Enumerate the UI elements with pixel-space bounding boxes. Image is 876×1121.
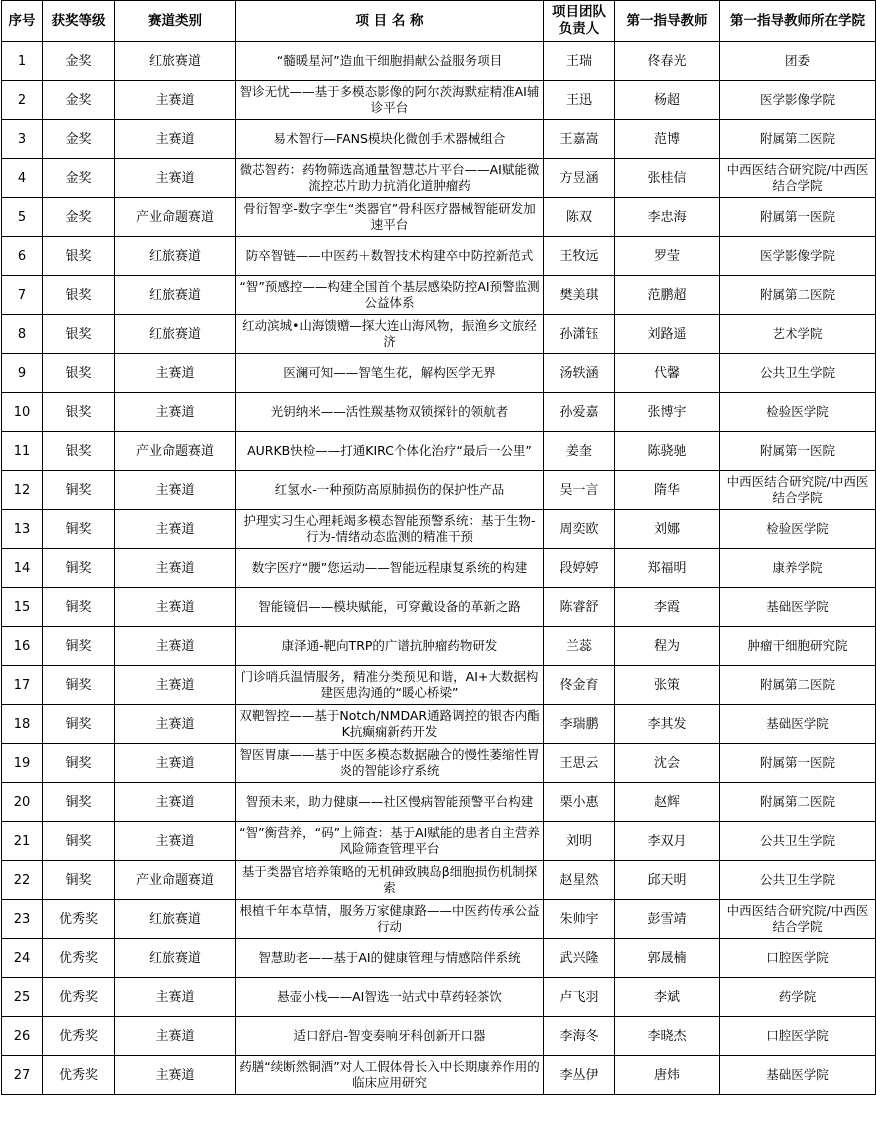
table-row — [2, 120, 876, 159]
cell-advisor-college: 中西医结合研究院/中西医结合学院 — [720, 900, 876, 939]
cell-track: 主赛道 — [115, 666, 236, 705]
cell-award: 铜奖 — [43, 861, 115, 900]
cell-advisor-college: 团委 — [720, 42, 876, 81]
header-row — [2, 1, 876, 42]
cell-track: 主赛道 — [115, 354, 236, 393]
cell-advisor-college: 公共卫生学院 — [720, 822, 876, 861]
cell-project-name: 门诊哨兵温情服务，精准分类预见和谐，AI+大数据构建医患沟通的“暖心桥梁” — [236, 666, 544, 705]
cell-project-name: 数字医疗“腰”您运动——智能远程康复系统的构建 — [236, 549, 544, 588]
cell-advisor: 赵辉 — [615, 783, 720, 822]
cell-project-name: 智能镜侣——模块赋能，可穿戴设备的革新之路 — [236, 588, 544, 627]
header-track: 赛道类别 — [115, 1, 236, 42]
cell-project-name: 双靶智控——基于Notch/NMDAR通路调控的银杏内酯K抗癫痫新药开发 — [236, 705, 544, 744]
cell-award: 银奖 — [43, 432, 115, 471]
cell-advisor-college: 公共卫生学院 — [720, 354, 876, 393]
cell-track: 红旅赛道 — [115, 237, 236, 276]
cell-advisor-college: 附属第一医院 — [720, 744, 876, 783]
cell-award: 铜奖 — [43, 471, 115, 510]
cell-team-leader: 栗小惠 — [544, 783, 615, 822]
cell-index: 5 — [2, 198, 43, 237]
cell-advisor-college: 口腔医学院 — [720, 1017, 876, 1056]
cell-index: 19 — [2, 744, 43, 783]
cell-track: 红旅赛道 — [115, 315, 236, 354]
table-row — [2, 744, 876, 783]
cell-award: 铜奖 — [43, 666, 115, 705]
table-row — [2, 198, 876, 237]
table-row — [2, 1017, 876, 1056]
table-row — [2, 549, 876, 588]
cell-index: 18 — [2, 705, 43, 744]
cell-award: 优秀奖 — [43, 939, 115, 978]
cell-advisor-college: 附属第二医院 — [720, 120, 876, 159]
table-row — [2, 432, 876, 471]
cell-advisor: 罗莹 — [615, 237, 720, 276]
cell-award: 金奖 — [43, 120, 115, 159]
cell-track: 红旅赛道 — [115, 939, 236, 978]
cell-project-name: 基于类器官培养策略的无机砷致胰岛β细胞损伤机制探索 — [236, 861, 544, 900]
cell-advisor: 郭晟楠 — [615, 939, 720, 978]
cell-track: 主赛道 — [115, 822, 236, 861]
cell-track: 主赛道 — [115, 120, 236, 159]
cell-award: 铜奖 — [43, 744, 115, 783]
cell-project-name: 医澜可知——智笔生花，解构医学无界 — [236, 354, 544, 393]
cell-index: 7 — [2, 276, 43, 315]
table-row — [2, 276, 876, 315]
cell-team-leader: 樊美琪 — [544, 276, 615, 315]
cell-team-leader: 王牧远 — [544, 237, 615, 276]
cell-track: 产业命题赛道 — [115, 432, 236, 471]
cell-award: 铜奖 — [43, 588, 115, 627]
cell-index: 14 — [2, 549, 43, 588]
cell-track: 主赛道 — [115, 588, 236, 627]
cell-team-leader: 姜奎 — [544, 432, 615, 471]
cell-track: 主赛道 — [115, 1056, 236, 1095]
cell-track: 产业命题赛道 — [115, 861, 236, 900]
cell-team-leader: 段婷婷 — [544, 549, 615, 588]
cell-advisor-college: 肿瘤干细胞研究院 — [720, 627, 876, 666]
cell-team-leader: 吴一言 — [544, 471, 615, 510]
cell-advisor-college: 附属第一医院 — [720, 198, 876, 237]
cell-team-leader: 赵星然 — [544, 861, 615, 900]
table-body — [2, 42, 876, 1095]
table-row — [2, 861, 876, 900]
cell-index: 12 — [2, 471, 43, 510]
cell-track: 主赛道 — [115, 627, 236, 666]
cell-advisor: 杨超 — [615, 81, 720, 120]
cell-award: 铜奖 — [43, 822, 115, 861]
header-index: 序号 — [2, 1, 43, 42]
cell-index: 6 — [2, 237, 43, 276]
cell-project-name: 悬壶小栈——AI智选一站式中草药轻茶饮 — [236, 978, 544, 1017]
cell-team-leader: 兰蕊 — [544, 627, 615, 666]
cell-award: 金奖 — [43, 198, 115, 237]
cell-team-leader: 佟金育 — [544, 666, 615, 705]
cell-team-leader: 刘明 — [544, 822, 615, 861]
cell-project-name: 智慧助老——基于AI的健康管理与情感陪伴系统 — [236, 939, 544, 978]
cell-index: 23 — [2, 900, 43, 939]
cell-advisor-college: 口腔医学院 — [720, 939, 876, 978]
cell-advisor-college: 基础医学院 — [720, 705, 876, 744]
cell-index: 4 — [2, 159, 43, 198]
cell-project-name: 防卒智链——中医药＋数智技术构建卒中防控新范式 — [236, 237, 544, 276]
cell-index: 22 — [2, 861, 43, 900]
cell-index: 17 — [2, 666, 43, 705]
cell-advisor-college: 基础医学院 — [720, 1056, 876, 1095]
cell-advisor: 郑福明 — [615, 549, 720, 588]
cell-project-name: 易术智行—FANS模块化微创手术器械组合 — [236, 120, 544, 159]
table-row — [2, 783, 876, 822]
cell-team-leader: 方昱涵 — [544, 159, 615, 198]
cell-advisor: 范鹏超 — [615, 276, 720, 315]
cell-team-leader: 武兴隆 — [544, 939, 615, 978]
cell-team-leader: 李海冬 — [544, 1017, 615, 1056]
cell-advisor: 李忠海 — [615, 198, 720, 237]
table-row — [2, 900, 876, 939]
cell-project-name: 红动滨城•山海馈赠—探大连山海风物，振渔乡文旅经济 — [236, 315, 544, 354]
cell-project-name: 微芯智药：药物筛选高通量智慧芯片平台——AI赋能微流控芯片助力抗消化道肿瘤药 — [236, 159, 544, 198]
cell-award: 银奖 — [43, 276, 115, 315]
cell-award: 优秀奖 — [43, 1056, 115, 1095]
cell-advisor: 陈骁驰 — [615, 432, 720, 471]
cell-advisor: 沈会 — [615, 744, 720, 783]
cell-project-name: “髓暖星河”造血干细胞捐献公益服务项目 — [236, 42, 544, 81]
cell-team-leader: 王嘉嵩 — [544, 120, 615, 159]
cell-project-name: 骨衍智孪-数字孪生“类器官”骨科医疗器械智能研发加速平台 — [236, 198, 544, 237]
cell-award: 优秀奖 — [43, 978, 115, 1017]
table-header — [2, 1, 876, 42]
cell-advisor: 隋华 — [615, 471, 720, 510]
cell-advisor-college: 附属第二医院 — [720, 666, 876, 705]
cell-award: 铜奖 — [43, 783, 115, 822]
cell-advisor-college: 附属第二医院 — [720, 783, 876, 822]
cell-project-name: 适口舒启-智变奏响牙科创新开口器 — [236, 1017, 544, 1056]
cell-team-leader: 孙爱嘉 — [544, 393, 615, 432]
header-award: 获奖等级 — [43, 1, 115, 42]
cell-team-leader: 孙潇钰 — [544, 315, 615, 354]
table-row — [2, 666, 876, 705]
header-advisor: 第一指导教师 — [615, 1, 720, 42]
cell-project-name: 护理实习生心理耗竭多模态智能预警系统：基于生物- 行为-情绪动态监测的精准干预 — [236, 510, 544, 549]
cell-track: 主赛道 — [115, 510, 236, 549]
table-row — [2, 978, 876, 1017]
cell-advisor-college: 药学院 — [720, 978, 876, 1017]
cell-project-name: 智诊无忧——基于多模态影像的阿尔茨海默症精准AI辅诊平台 — [236, 81, 544, 120]
cell-team-leader: 王迅 — [544, 81, 615, 120]
cell-award: 金奖 — [43, 159, 115, 198]
cell-award: 银奖 — [43, 354, 115, 393]
cell-project-name: “智”预感控——构建全国首个基层感染防控AI预警监测公益体系 — [236, 276, 544, 315]
cell-track: 红旅赛道 — [115, 276, 236, 315]
cell-track: 主赛道 — [115, 159, 236, 198]
cell-award: 金奖 — [43, 81, 115, 120]
cell-index: 9 — [2, 354, 43, 393]
cell-team-leader: 李丛伊 — [544, 1056, 615, 1095]
cell-index: 11 — [2, 432, 43, 471]
cell-index: 16 — [2, 627, 43, 666]
cell-track: 主赛道 — [115, 1017, 236, 1056]
awards-table — [1, 0, 876, 1095]
cell-advisor-college: 医学影像学院 — [720, 81, 876, 120]
cell-team-leader: 李瑞鹏 — [544, 705, 615, 744]
cell-track: 主赛道 — [115, 978, 236, 1017]
cell-team-leader: 朱帅宇 — [544, 900, 615, 939]
cell-track: 红旅赛道 — [115, 42, 236, 81]
cell-advisor: 邱天明 — [615, 861, 720, 900]
cell-advisor: 张策 — [615, 666, 720, 705]
cell-track: 红旅赛道 — [115, 900, 236, 939]
cell-advisor: 刘娜 — [615, 510, 720, 549]
cell-project-name: 根植千年本草情，服务万家健康路——中医药传承公益行动 — [236, 900, 544, 939]
cell-award: 铜奖 — [43, 549, 115, 588]
cell-award: 银奖 — [43, 237, 115, 276]
cell-project-name: 光钥纳米——活性羰基物双锁探针的领航者 — [236, 393, 544, 432]
cell-advisor: 李双月 — [615, 822, 720, 861]
cell-award: 铜奖 — [43, 627, 115, 666]
cell-award: 金奖 — [43, 42, 115, 81]
table-row — [2, 354, 876, 393]
cell-project-name: 红氢水-一种预防高原肺损伤的保护性产品 — [236, 471, 544, 510]
cell-award: 优秀奖 — [43, 1017, 115, 1056]
table-row — [2, 42, 876, 81]
cell-index: 10 — [2, 393, 43, 432]
cell-track: 主赛道 — [115, 549, 236, 588]
cell-advisor-college: 附属第二医院 — [720, 276, 876, 315]
table-row — [2, 588, 876, 627]
cell-award: 优秀奖 — [43, 900, 115, 939]
cell-index: 21 — [2, 822, 43, 861]
cell-advisor-college: 公共卫生学院 — [720, 861, 876, 900]
cell-project-name: 智预未来，助力健康——社区慢病智能预警平台构建 — [236, 783, 544, 822]
cell-award: 铜奖 — [43, 510, 115, 549]
cell-index: 15 — [2, 588, 43, 627]
cell-team-leader: 王瑞 — [544, 42, 615, 81]
cell-award: 银奖 — [43, 315, 115, 354]
cell-advisor-college: 康养学院 — [720, 549, 876, 588]
cell-advisor-college: 基础医学院 — [720, 588, 876, 627]
table-row — [2, 471, 876, 510]
cell-advisor: 佟春光 — [615, 42, 720, 81]
cell-advisor: 彭雪靖 — [615, 900, 720, 939]
cell-award: 铜奖 — [43, 705, 115, 744]
cell-index: 25 — [2, 978, 43, 1017]
cell-advisor-college: 中西医结合研究院/中西医结合学院 — [720, 471, 876, 510]
table-row — [2, 315, 876, 354]
table-row — [2, 237, 876, 276]
cell-advisor: 程为 — [615, 627, 720, 666]
table-row — [2, 393, 876, 432]
cell-advisor: 范博 — [615, 120, 720, 159]
cell-team-leader: 周奕欧 — [544, 510, 615, 549]
cell-project-name: “智”衡营养，“码”上筛查：基于AI赋能的患者自主营养风险筛查管理平台 — [236, 822, 544, 861]
table-row — [2, 510, 876, 549]
cell-project-name: 智医胃康——基于中医多模态数据融合的慢性萎缩性胃炎的智能诊疗系统 — [236, 744, 544, 783]
cell-advisor-college: 附属第一医院 — [720, 432, 876, 471]
table-row — [2, 627, 876, 666]
cell-track: 主赛道 — [115, 471, 236, 510]
table-row — [2, 822, 876, 861]
cell-advisor-college: 艺术学院 — [720, 315, 876, 354]
cell-advisor: 李霞 — [615, 588, 720, 627]
cell-team-leader: 陈双 — [544, 198, 615, 237]
cell-project-name: 药膳“续断然铜酒”对人工假体骨长入中长期康养作用的临床应用研究 — [236, 1056, 544, 1095]
cell-award: 银奖 — [43, 393, 115, 432]
cell-index: 24 — [2, 939, 43, 978]
table-row — [2, 939, 876, 978]
cell-team-leader: 汤轶涵 — [544, 354, 615, 393]
cell-advisor-college: 中西医结合研究院/中西医结合学院 — [720, 159, 876, 198]
cell-team-leader: 陈睿舒 — [544, 588, 615, 627]
cell-track: 主赛道 — [115, 393, 236, 432]
cell-track: 产业命题赛道 — [115, 198, 236, 237]
cell-index: 27 — [2, 1056, 43, 1095]
cell-project-name: 康泽通-靶向TRP的广谱抗肿瘤药物研发 — [236, 627, 544, 666]
cell-track: 主赛道 — [115, 81, 236, 120]
cell-project-name: AURKB快检——打通KIRC个体化治疗“最后一公里” — [236, 432, 544, 471]
cell-index: 20 — [2, 783, 43, 822]
cell-advisor: 刘路遥 — [615, 315, 720, 354]
cell-index: 1 — [2, 42, 43, 81]
table-row — [2, 81, 876, 120]
header-advisor-college: 第一指导教师所在学院 — [720, 1, 876, 42]
header-project-name: 项 目 名 称 — [236, 1, 544, 42]
cell-index: 13 — [2, 510, 43, 549]
cell-advisor: 张博宇 — [615, 393, 720, 432]
table-row — [2, 1056, 876, 1095]
cell-advisor: 代馨 — [615, 354, 720, 393]
cell-advisor: 李其发 — [615, 705, 720, 744]
cell-index: 26 — [2, 1017, 43, 1056]
cell-advisor: 张桂信 — [615, 159, 720, 198]
cell-advisor: 李晓杰 — [615, 1017, 720, 1056]
cell-index: 8 — [2, 315, 43, 354]
cell-advisor-college: 医学影像学院 — [720, 237, 876, 276]
cell-index: 2 — [2, 81, 43, 120]
table-row — [2, 159, 876, 198]
cell-team-leader: 王思云 — [544, 744, 615, 783]
cell-advisor: 唐炜 — [615, 1056, 720, 1095]
table-row — [2, 705, 876, 744]
cell-advisor-college: 检验医学院 — [720, 510, 876, 549]
cell-track: 主赛道 — [115, 705, 236, 744]
cell-advisor: 李斌 — [615, 978, 720, 1017]
cell-index: 3 — [2, 120, 43, 159]
header-team-leader: 项目团队负责人 — [544, 1, 615, 42]
cell-advisor-college: 检验医学院 — [720, 393, 876, 432]
cell-track: 主赛道 — [115, 783, 236, 822]
cell-track: 主赛道 — [115, 744, 236, 783]
cell-team-leader: 卢飞羽 — [544, 978, 615, 1017]
